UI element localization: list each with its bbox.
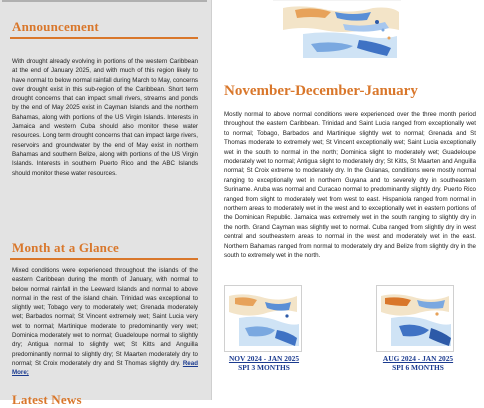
announcement-text: With drought already evolving in portions of the western Caribbean at the end of January 2025, and with much of this region likely to have normal to below normal rainfall during March to May, concerns over drought exist in this sub-region of the Caribbean. Short term drought concerns that can impact small rivers, streams and ponds by the end of May 2025 exist in Cayman Islands and the northern Bahamas, along with portions of the US Virgin Islands. Interests in Jamaica and western Cuba should also monitor these water resources. Long term drought concerns that can impact large rivers, reservoirs and groundwater by the end of May exist in northern Bahamas and southern Belize, along with portions of the US Virgin Islands. Interests in southern Puerto Rico and the ABC Islands should monitor these water resources. xyxy=(12,58,198,177)
announcement-divider xyxy=(10,37,198,39)
spi-6-month-map[interactable] xyxy=(376,285,454,352)
spi-3-month-caption: SPI 3 MONTHS xyxy=(238,363,290,372)
left-sidebar-panel xyxy=(0,0,212,407)
caribbean-rainfall-map xyxy=(273,0,401,60)
ndj-text: Mostly normal to above normal conditions were experienced over the three month period throughout the eastern Caribbean. Trinidad and Saint Lucia ranged from exceptionally wet to normal; Tobago, Barbados and Martinique slightly wet to normal; Grenada and St Thomas moderate to extremely wet; St Vincent exceptionally wet; Saint Lucia exceptionally wet in the south to normal in the north; Dominica slight to moderately wet; Guadeloupe moderately wet to normal; Antigua slight to moderately dry; St Kitts, St Maarten and Anguilla normal; St Croix extreme to moderately dry. In the Guianas, conditions were mostly normal ranging to exceptionally wet in northern Guyana and to severely dry in southeastern Suriname. Aruba was normal and Curacao normal to predominantly slightly dry. Puerto Rico ranged from slight to moderately wet from west to east. Hispaniola ranged from normal in northern areas to moderately wet in the west and to exceptionally wet in eastern portions of the Dominican Republic. Jamaica was extremely wet in the south ranging to slightly dry in the north. Grand Cayman was slightly wet to normal. Cuba ranged from slightly dry in west central and southeastern areas to normal in the west and moderately wet in the east. Northern Bahamas ranged from normal to moderately dry and Belize from slightly dry in the south to extremely wet in the north. xyxy=(224,111,476,260)
announcement-heading: Announcement xyxy=(12,19,99,34)
spi-3-month-caption-link[interactable]: NOV 2024 - JAN 2025 xyxy=(228,354,300,363)
month-glance-body: Mixed conditions were experienced throughout the islands of the eastern Caribbean during the month of January, with normal to below normal rainfall in the Leeward Islands and normal to above normal in the rest of the island chain. Trinidad was exceptional to slightly wet; Tobago very to moderately wet; Grenada moderately wet; Barbados normal; St Vincent extremely wet; Saint Lucia very wet to normal; Martinique moderate to predominantly very wet; Dominica moderately wet to normal; Guadeloupe normal to slightly dry; Antigua normal to slightly wet; St Kitts and Anguilla predominantly normal to slightly dry; St Maarten moderately dry to normal; St Croix moderately dry and St Thomas slightly dry. xyxy=(12,267,198,367)
spi-6-month-caption: SPI 6 MONTHS xyxy=(392,363,444,372)
top-divider xyxy=(2,0,207,2)
spi-6-month-caption-link[interactable]: AUG 2024 - JAN 2025 xyxy=(382,354,454,363)
spi-3-month-map[interactable] xyxy=(224,285,302,352)
month-glance-divider xyxy=(10,258,198,260)
month-glance-heading: Month at a Glance xyxy=(12,240,120,255)
read-more-link[interactable]: Read More; xyxy=(12,359,198,377)
month-glance-text xyxy=(12,266,198,378)
ndj-heading: November-December-January xyxy=(224,83,418,99)
latest-news-heading: Latest News xyxy=(12,392,82,407)
